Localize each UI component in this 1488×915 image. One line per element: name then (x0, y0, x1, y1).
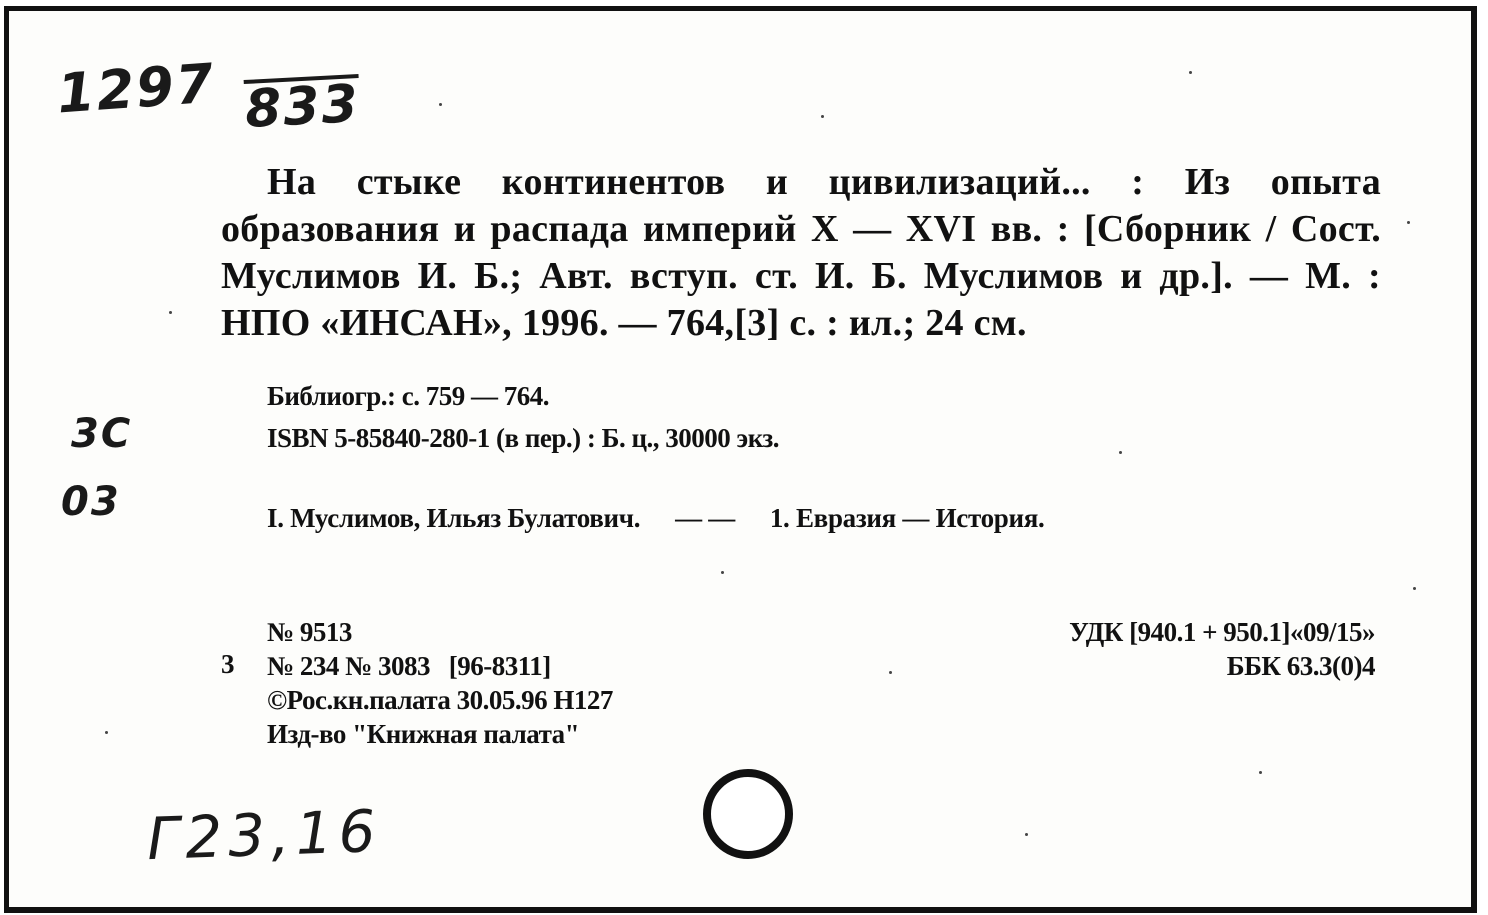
scan-speck (1119, 451, 1122, 454)
scan-speck (1025, 833, 1028, 836)
handwritten-margin-mark-1: 3С (71, 411, 133, 457)
catalog-left-block (267, 615, 613, 751)
handwritten-call-number-top: 1297 (54, 51, 218, 126)
scan-speck (105, 731, 108, 734)
tracing-subject: 1. Евразия — История. (769, 503, 1045, 533)
handwritten-call-number-bottom: 833 (243, 74, 362, 140)
udc-code: УДК [940.1 + 950.1]«09/15» (1069, 617, 1375, 647)
bibliographic-description: На стыке континентов и цивилизаций... : Из опыта образования и распада империй X — XVI вв. : [Сборник / Сост. Муслимов И. Б.; Авт. вступ. ст. И. Б. Муслимов и др.]. — М. : НПО «ИНСАН», 1996. — 764,[3] с. : ил.; 24 см. (221, 161, 1381, 344)
scan-speck (1407, 221, 1410, 224)
scan-speck (1189, 71, 1192, 74)
punch-hole (703, 769, 793, 859)
tracing-separator: — — (675, 503, 735, 533)
batch-line: № 234 № 3083 [96-8311] (267, 651, 551, 681)
scan-speck (889, 671, 892, 674)
scan-speck (721, 571, 724, 574)
isbn-note: ISBN 5-85840-280-1 (в пер.) : Б. ц., 30000 экз. (267, 423, 779, 453)
tracings-line (267, 503, 1045, 534)
scan-speck (821, 115, 824, 118)
publisher-line: Изд-во "Книжная палата" (267, 719, 580, 749)
handwritten-margin-mark-2: 03 (61, 479, 121, 525)
batch-prefix: 3 (221, 649, 235, 679)
scan-speck (1259, 771, 1262, 774)
catalog-right-block (1069, 615, 1375, 683)
bbk-code: ББК 63.3(0)4 (1226, 651, 1375, 681)
scan-speck (439, 103, 442, 106)
catalog-card (4, 6, 1477, 913)
tracing-author: I. Муслимов, Ильяз Булатович. (267, 503, 641, 533)
scan-speck (1413, 587, 1416, 590)
record-number: № 9513 (267, 617, 352, 647)
handwritten-price-mark: Г23,16 (145, 796, 383, 874)
chamber-line: ©Рос.кн.палата 30.05.96 Н127 (267, 685, 613, 715)
scan-speck (169, 311, 172, 314)
bibliography-note: Библиогр.: с. 759 — 764. (267, 381, 549, 411)
